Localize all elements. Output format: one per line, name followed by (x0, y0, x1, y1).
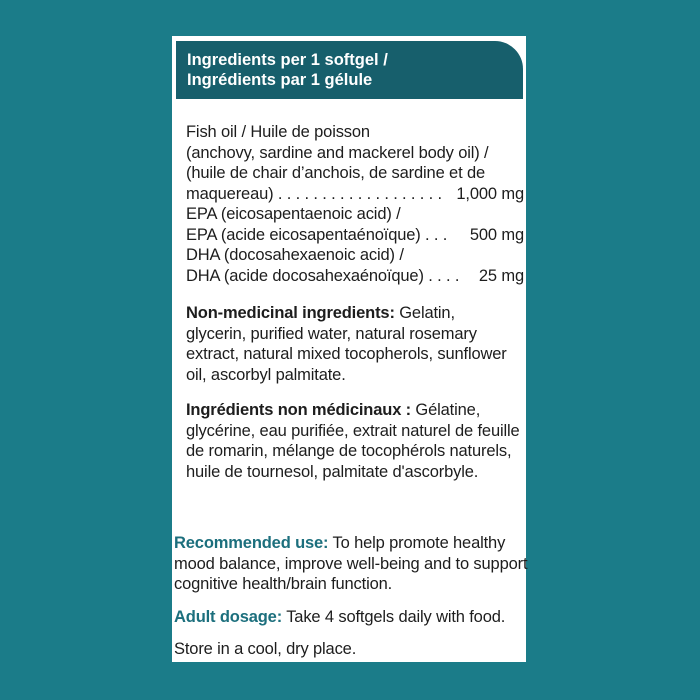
epa-label: EPA (acide eicosapentaénoïque) . . . (186, 225, 448, 244)
non-medicinal-text-fr: Gélatine, (411, 401, 481, 419)
storage-instructions: Store in a cool, dry place. (174, 640, 357, 658)
non-medicinal-heading-fr: Ingrédients non médicinaux : (186, 401, 411, 419)
ingredients-header (176, 41, 523, 99)
recommended-use-line: mood balance, improve well-being and to support (174, 554, 528, 573)
adult-dosage-text: Take 4 softgels daily with food. (282, 607, 506, 626)
header-line-fr: Ingrédients par 1 gélule (187, 71, 373, 89)
ingredient-line: (huile de chair d’anchois, de sardine et de (186, 164, 485, 182)
non-medicinal-ingredients-en (186, 303, 526, 385)
non-medicinal-line-fr: de romarin, mélange de tocophérols naturels, (186, 442, 512, 460)
non-medicinal-line-fr: glycérine, eau purifiée, extrait naturel de feuille (186, 421, 520, 440)
ingredient-line: (anchovy, sardine and mackerel body oil) / (186, 143, 489, 162)
dha-amount-row (186, 266, 524, 287)
supplement-facts-panel (172, 36, 526, 662)
epa-amount: 500 mg (469, 225, 524, 244)
non-medicinal-text-en: Gelatin, (394, 304, 455, 322)
non-medicinal-line-en: extract, natural mixed tocopherols, sunflower (186, 345, 507, 363)
non-medicinal-heading-en: Non-medicinal ingredients: (186, 304, 395, 322)
adult-dosage (174, 607, 526, 628)
non-medicinal-line-en: glycerin, purified water, natural rosemary (186, 324, 477, 343)
non-medicinal-ingredients-fr (186, 400, 526, 482)
non-medicinal-line-en: oil, ascorbyl palmitate. (186, 365, 346, 384)
fish-oil-amount-row (186, 184, 524, 205)
ingredient-line: Fish oil / Huile de poisson (186, 123, 370, 141)
recommended-use-text: To help promote healthy (328, 534, 506, 552)
fish-oil-label: maquereau) . . . . . . . . . . . . . . . . . . . (186, 184, 442, 203)
recommended-use-line: cognitive health/brain function. (174, 575, 393, 593)
recommended-use (174, 533, 526, 595)
recommended-use-label: Recommended use: (174, 534, 329, 552)
dha-line: DHA (docosahexaenoic acid) / (186, 246, 404, 264)
epa-amount-row (186, 225, 524, 246)
usage-section (174, 533, 526, 660)
non-medicinal-line-fr: huile de tournesol, palmitate d'ascorbyle. (186, 462, 479, 481)
dha-label: DHA (acide docosahexaénoïque) . . . . (186, 266, 460, 285)
dha-amount: 25 mg (478, 266, 524, 285)
fish-oil-amount: 1,000 mg (456, 184, 524, 203)
epa-line: EPA (eicosapentaenoic acid) / (186, 205, 401, 223)
header-line-en: Ingredients per 1 softgel / (187, 51, 388, 69)
adult-dosage-label: Adult dosage: (174, 607, 283, 626)
ingredients-body (186, 122, 526, 482)
